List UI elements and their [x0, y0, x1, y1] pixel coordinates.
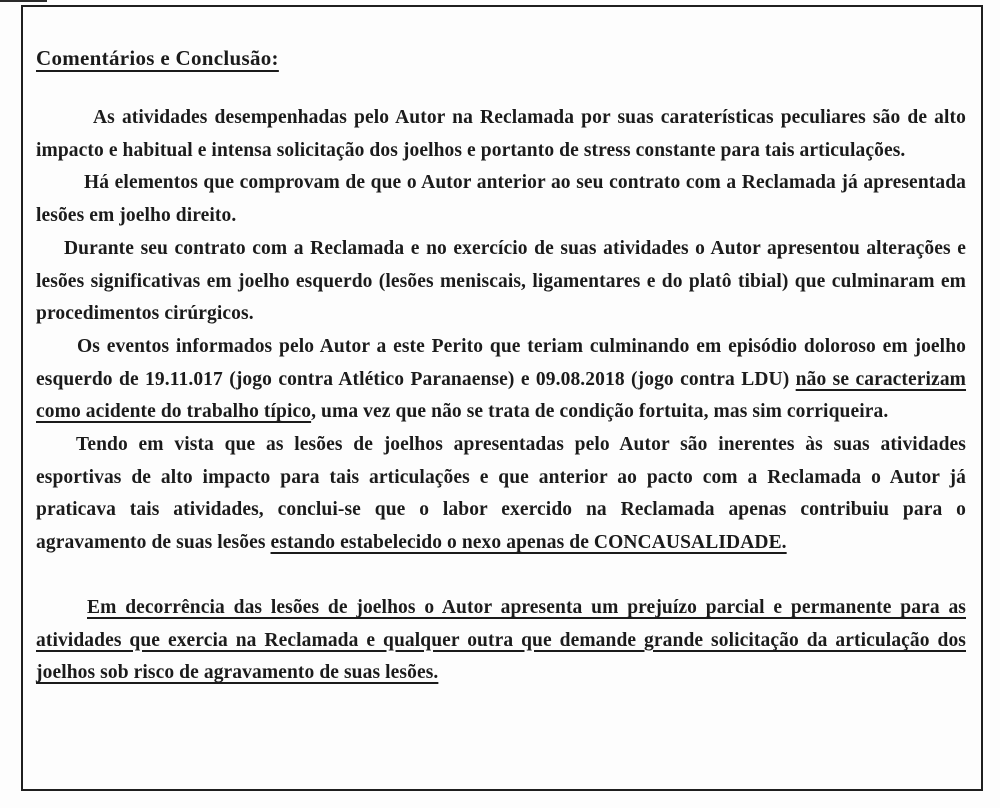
- text-segment: Há elementos que comprovam de que o Autor anterior ao seu contrato com a Reclamada já apresentada lesões em joelho direito.: [36, 172, 966, 227]
- paragraph-contract-injuries: [36, 233, 966, 331]
- paragraph-conclusion-nexus: [36, 429, 966, 560]
- text-segment: Tendo em vista que as lesões de joelhos apresentadas pelo Autor são inerentes às suas atividades esportivas de alto impacto para tais articulações e que anterior ao pacto com a Reclamada o Autor já praticava tais atividades, conclui-se que o labor exercido na Reclamada apenas contribuiu para o agravamento de suas lesões: [36, 434, 966, 554]
- scan-artifact-line: [0, 0, 47, 2]
- text-segment: Os eventos informados pelo Autor a este Perito que teriam culminando em episódio doloroso em joelho esquerdo de 19.11.017 (jogo contra Atlético Paranaense) e 09.08.2018 (jogo contra LDU): [36, 335, 966, 390]
- text-segment: , uma vez que não se trata de condição fortuita, mas sim corriqueira.: [311, 401, 889, 423]
- paragraph-activities: [36, 102, 966, 167]
- document-frame: [21, 5, 983, 791]
- paragraph-events: [36, 331, 966, 429]
- underlined-text-segment: estando estabelecido o nexo apenas de CONCAUSALIDADE.: [270, 532, 787, 554]
- paragraph-prior-injury: [36, 167, 966, 232]
- underlined-text-segment: não se caracterizam como acidente do trabalho típico: [36, 368, 967, 423]
- underlined-text-segment: Em decorrência das lesões de joelhos o Autor apresenta um prejuízo parcial e permanente para as atividades que exercia na Reclamada e qualquer outra que demande grande solicitação da articulação dos joelhos sob risco de agravamento de suas lesões.: [36, 596, 966, 684]
- section-title: Comentários e Conclusão:: [36, 46, 279, 70]
- paragraph-final-statement: [36, 592, 966, 690]
- text-segment: As atividades desempenhadas pelo Autor na Reclamada por suas caraterísticas peculiares são de alto impacto e habitual e intensa solicitação dos joelhos e portanto de stress constante para tais articulações.: [36, 107, 966, 161]
- text-segment: Durante seu contrato com a Reclamada e no exercício de suas atividades o Autor apresentou alterações e lesões significativas em joelho esquerdo (lesões meniscais, ligamentares e do platô tibial) que culminaram em procedimentos cirúrgicos.: [36, 237, 966, 325]
